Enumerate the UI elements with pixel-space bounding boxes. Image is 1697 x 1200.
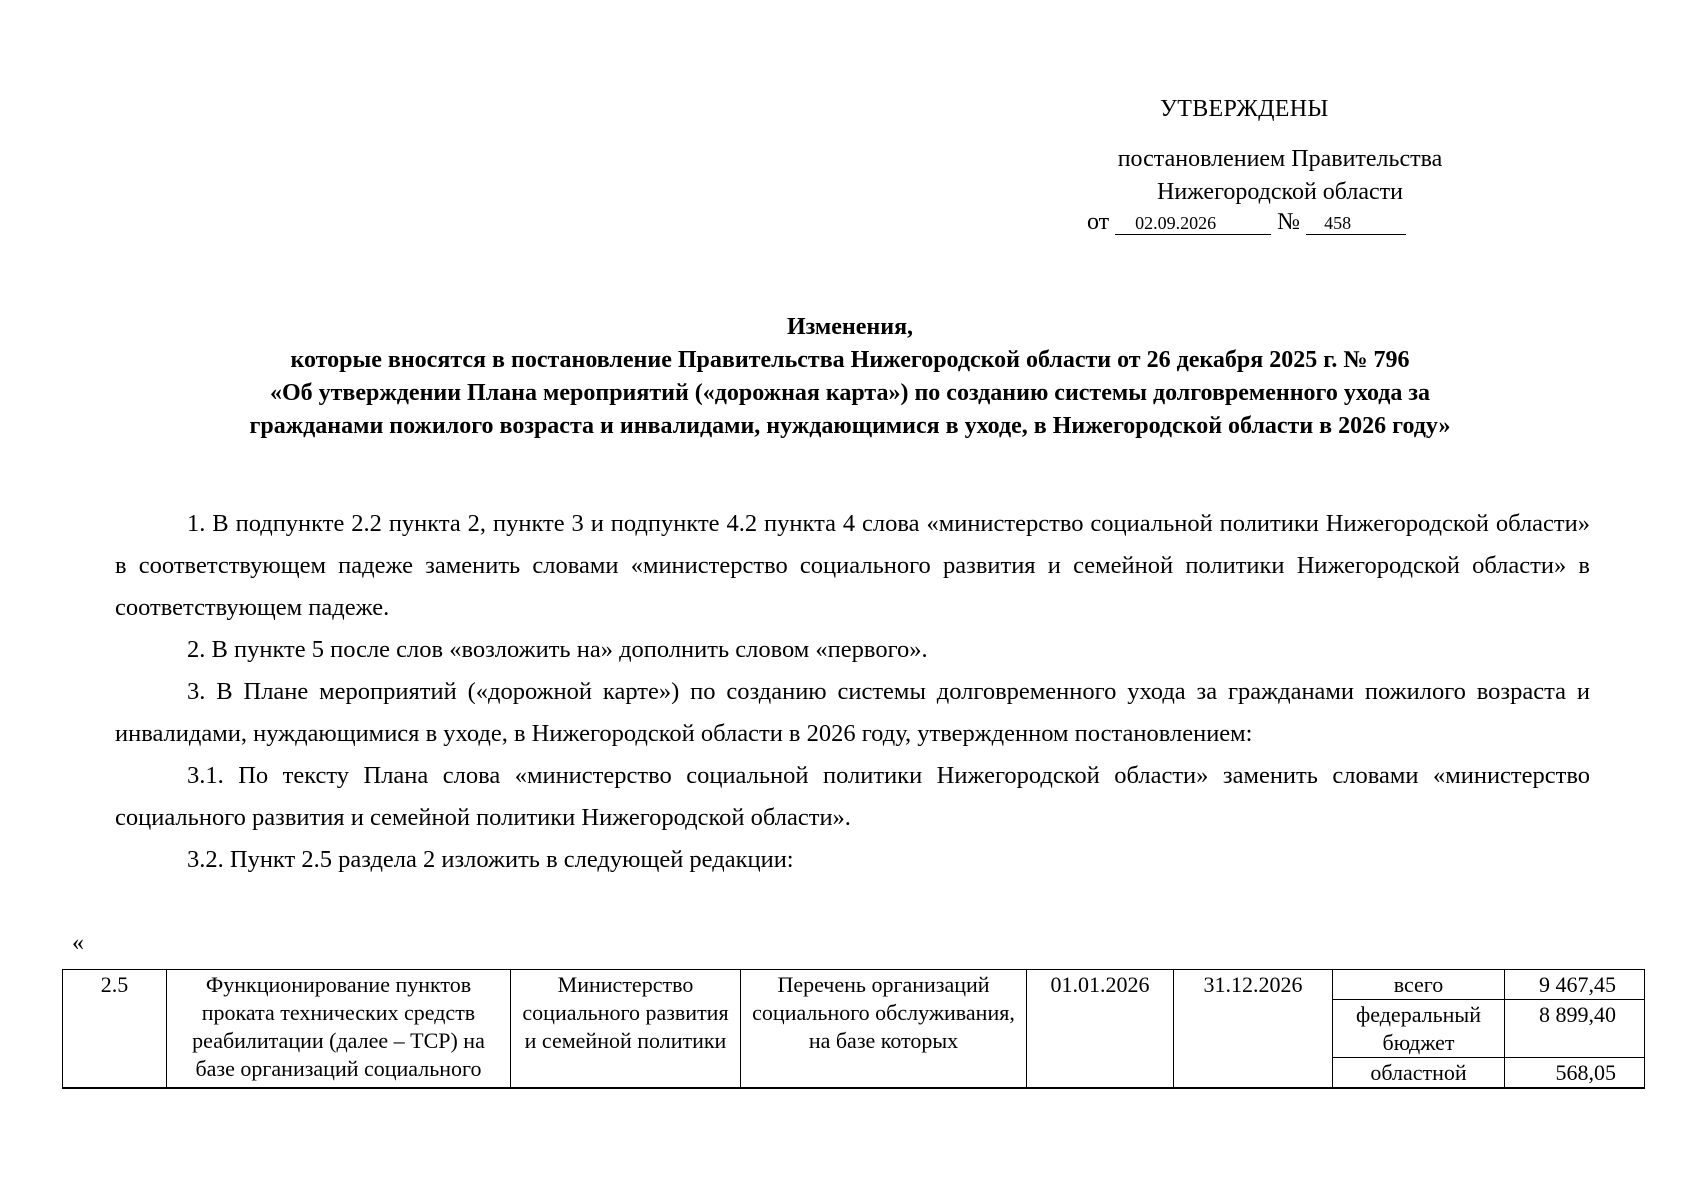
approval-date-row — [1040, 209, 1520, 236]
approval-heading: УТВЕРЖДЕНЫ — [1160, 96, 1329, 122]
responsible-cell: Министерство социального развития и семейной политики — [511, 970, 741, 1089]
open-quote: « — [72, 930, 84, 956]
title-line-2: которые вносятся в постановление Правительства Нижегородской области от 26 декабря 2025 г. № 796 — [290, 347, 1410, 373]
approval-date: 02.09.2026 — [1115, 212, 1271, 235]
paragraph-3-2: 3.2. Пункт 2.5 раздела 2 изложить в следующей редакции: — [187, 846, 794, 873]
document-title — [120, 311, 1580, 443]
funding-amount-federal: 8 899,40 — [1505, 1000, 1645, 1058]
funding-source-federal: федеральный бюджет — [1333, 1000, 1505, 1058]
funding-source-total: всего — [1333, 970, 1505, 1000]
plan-table — [62, 969, 1645, 1089]
approval-stamp — [1040, 96, 1520, 236]
funding-amount-total: 9 467,45 — [1505, 970, 1645, 1000]
result-cell: Перечень организаций социального обслуживания, на базе которых — [741, 970, 1027, 1089]
activity-cell: Функционирование пунктов проката технических средств реабилитации (далее – ТСР) на базе организаций социального — [167, 970, 511, 1089]
funding-source-regional: областной — [1333, 1058, 1505, 1089]
approval-number: 458 — [1306, 212, 1406, 235]
approval-line-2: Нижегородской области — [1156, 179, 1404, 205]
document-body — [115, 503, 1590, 881]
number-prefix: № — [1277, 209, 1301, 235]
paragraph-1: 1. В подпункте 2.2 пункта 2, пункте 3 и подпункте 4.2 пункта 4 слова «министерство социальной политики Нижегородской области» в соответствующем падеже заменить словами «министерство социального развития и семейной политики Нижегородской области» в соответствующем падеже. — [115, 510, 1590, 621]
funding-amount-regional: 568,05 — [1505, 1058, 1645, 1089]
date-prefix: от — [1087, 209, 1110, 235]
start-date-cell: 01.01.2026 — [1027, 970, 1174, 1089]
paragraph-3-1: 3.1. По тексту Плана слова «министерство социальной политики Нижегородской области» заменить словами «министерство социального развития и семейной политики Нижегородской области». — [115, 762, 1590, 831]
approval-line-1: постановлением Правительства — [1117, 146, 1443, 172]
end-date-cell: 31.12.2026 — [1174, 970, 1333, 1089]
row-number: 2.5 — [63, 970, 167, 1089]
paragraph-2: 2. В пункте 5 после слов «возложить на» дополнить словом «первого». — [187, 636, 928, 663]
title-line-4: гражданами пожилого возраста и инвалидами, нуждающимися в уходе, в Нижегородской области в 2026 году» — [249, 413, 1451, 439]
title-line-1: Изменения, — [786, 314, 914, 340]
paragraph-3: 3. В Плане мероприятий («дорожной карте») по созданию системы долговременного ухода за гражданами пожилого возраста и инвалидами, нуждающимися в уходе, в Нижегородской области в 2026 году, утвержденном постановлением: — [115, 678, 1590, 747]
title-line-3: «Об утверждении Плана мероприятий («дорожная карта») по созданию системы долговременного ухода за — [269, 380, 1431, 406]
table-row — [63, 970, 1645, 1000]
